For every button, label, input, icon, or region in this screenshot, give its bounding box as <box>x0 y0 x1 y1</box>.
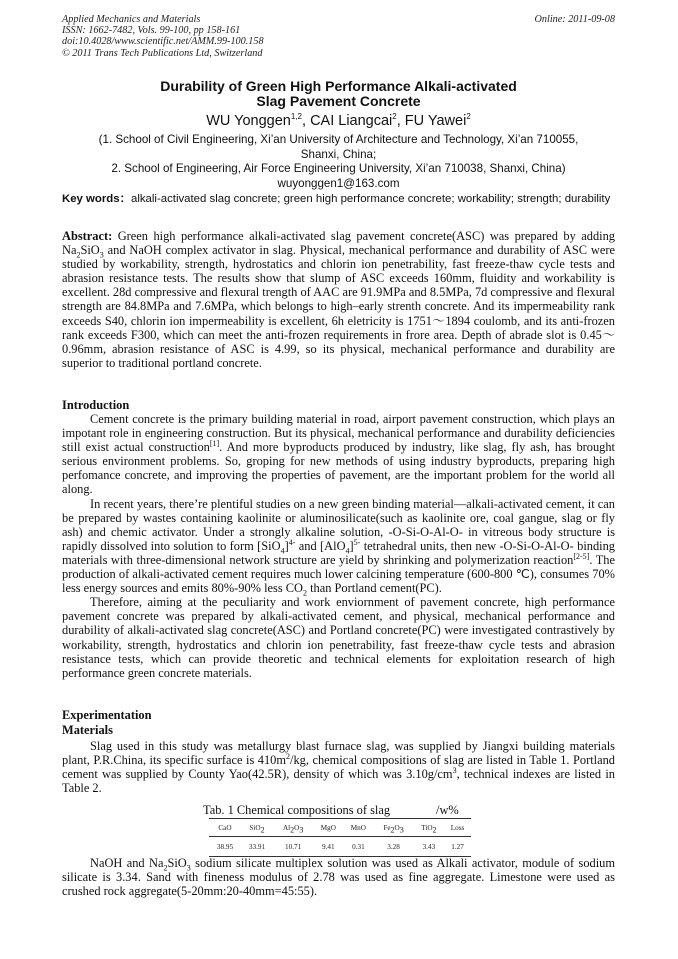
introduction-body <box>62 412 615 680</box>
copyright-line: © 2011 Trans Tech Publications Ltd, Switzerland <box>62 47 263 59</box>
table-caption-text: Tab. 1 Chemical compositions of slag <box>203 803 391 817</box>
table-header-cell: TiO$_2$ <box>421 823 437 834</box>
table-header-cell: SiO$_2$ <box>249 823 265 834</box>
author-list <box>62 113 615 130</box>
paragraph-text: sodium silicate multiplex solution was used as Alkali activator, module of sodium silicate is 3.34. Sand with fineness modulus of 2.78 was used as fine aggregate. Limestone were used as crushed rock aggregate(5-20mm:20-40mm=45:55). <box>62 856 615 899</box>
table-cell: 10.71 <box>285 842 302 851</box>
subscript: 2 <box>163 863 168 873</box>
paragraph-text: , technical indexes are listed in Table 2. <box>62 767 615 796</box>
author-3-affil: 2 <box>466 112 471 122</box>
superscript: 4- <box>288 537 296 547</box>
superscript: 3 <box>452 766 457 776</box>
abstract-label: Abstract: <box>62 229 113 243</box>
paragraph-text: In recent years, there’re plentiful studies on a new green binding material—alkali-activated cement, it can be prepared by wastes containing kaolinite or aluminosilicate(such as kaolinite ore, coal gangue, slag or fly ash) and chemic activator. Under a strongly alkaline solution, -O-Si-O-Al-O- in vitreous body structure is rapidly dissolved into solution to form [SiO <box>62 496 615 553</box>
paragraph-text: tetrahedral units, then new -O-Si-O-Al-O- binding materials with three-dimensional network structure are yield by shrinking and polymerization reaction <box>62 538 615 567</box>
table-cell: 0.31 <box>352 842 365 851</box>
experimentation-heading: Experimentation <box>62 708 152 722</box>
paragraph-text: Slag used in this study was metallurgy blast furnace slag, was supplied by Jiangxi building materials plant, P.R.China, its specific surface is 410m <box>62 739 615 768</box>
abstract <box>62 229 615 370</box>
online-date: Online: 2011-09-08 <box>534 14 615 25</box>
materials-paragraph <box>62 739 615 795</box>
citation: [2-5] <box>573 551 590 561</box>
affiliation-line-1: (1. School of Civil Engineering, Xi’an University of Architecture and Technology, Xi’an 710055, <box>98 133 579 146</box>
table-header-cell: $Al_2O_3$ <box>282 823 304 834</box>
abstract-paragraph <box>62 229 615 370</box>
paper-title <box>62 79 615 109</box>
title-line-2: Slag Pavement Concrete <box>256 93 421 109</box>
table-header-cell: MnO <box>350 823 366 832</box>
keywords <box>62 192 615 206</box>
subscript: 2 <box>303 588 308 598</box>
paragraph-text: and [AlO <box>295 538 346 553</box>
superscript: 2 <box>286 751 291 761</box>
subscript: 2 <box>76 250 81 260</box>
subscript: 4 <box>345 546 350 556</box>
activator-paragraph <box>62 856 615 898</box>
subscript: 3 <box>99 250 104 260</box>
table-header-cell: CaO <box>218 823 232 832</box>
table-caption <box>203 803 459 817</box>
table-header-cell: Loss <box>450 823 465 832</box>
author-1: WU Yonggen <box>206 113 291 129</box>
title-line-1: Durability of Green High Performance Alkali-activated <box>160 78 517 94</box>
author-3: FU Yawei <box>404 113 467 129</box>
author-email: wuyonggen1@163.com <box>277 176 400 190</box>
materials-body <box>62 739 615 795</box>
table-row <box>209 837 471 857</box>
paragraph-text: than Portland cement(PC). <box>307 581 442 596</box>
superscript: 5- <box>353 537 361 547</box>
abstract-text: and NaOH complex activator in slag. Physical, mechanical performance and durability of ASC were studied by workability, strength, hydrostatics and chlorin ion penetrability, fast freeze-thaw cycle tests and abrasion resistance tests. The results show that slump of ASC exceeds 160mm, fluidity and workability is excellent. 28d compressive and flexural trength of AAC are 91.9MPa and 8.5MPa, 7d compressive and flexural strength are 84.8MPa and 7.6MPa, which belongs to high–early strenth concrete. And its impermeability rank exceeds S40, chlorin ion impermeability is excellent, 6h eletricity is 1751～1894 coulomb, and its anti-frozen rank exceeds F300, which can meet the anti-frozen requirements in frore area. Depth of abrade slot is 0.45～0.96mm, abrasion resistance of ASC is 4.99, so its physical, mechanical performance and durability are superior to traditional portland concrete. <box>62 243 615 370</box>
table-cell: 3.28 <box>387 842 400 851</box>
abstract-text: Green high performance alkali-activated slag pavement concrete(ASC) was prepared by adding Na <box>62 229 615 258</box>
subscript: 3 <box>186 863 191 873</box>
table-cell: 38.95 <box>216 842 234 851</box>
author-separator: , <box>302 113 311 129</box>
paragraph-text: SiO <box>167 856 187 870</box>
table-header-row <box>209 819 471 837</box>
introduction-heading: Introduction <box>62 398 130 412</box>
author-separator: , <box>396 113 405 129</box>
paragraph-text: /kg, chemical compositions of slag are listed in Table 1. Portland cement was supplied by County Yao(42.5R), density of which was 3.10g/cm <box>62 753 615 782</box>
intro-paragraph-3: Therefore, aiming at the peculiarity and work enviornment of pavement concrete, high performance pavement concrete was prepared by alkali-activated cement, and physical, mechanical performance and durability of alkali-activated slag concrete(ASC) and Portland concrete(PC) were investigated contrastively by workability, strength, hydrostatics and chlorin ion penetrability, fast freeze-thaw cycle tests and abrasion resistance tests, which can provide theoretic and technical elements for exploitation research of high performance green concrete materials. <box>62 595 615 680</box>
paragraph-text: ] <box>349 538 354 553</box>
intro-paragraph-2 <box>62 497 615 596</box>
table-cell: 1.27 <box>451 842 464 851</box>
keywords-text: alkali-activated slag concrete; green high performance concrete; workability; strength; durability <box>131 193 611 205</box>
table-cell: 9.41 <box>322 842 335 851</box>
intro-paragraph-1 <box>62 412 615 497</box>
paragraph-text: . The production of alkali-activated cement requires much lower calcining temperature (600-800 ℃), consumes 70% less energy sources and emits 80%-90% less CO <box>62 552 615 596</box>
table-unit: /w% <box>436 803 459 817</box>
journal-name: Applied Mechanics and Materials <box>62 14 201 25</box>
paragraph-text: ] <box>284 538 289 553</box>
paragraph-text: NaOH and Na <box>90 856 164 870</box>
doi-line: doi:10.4028/www.scientific.net/AMM.99-100.158 <box>62 36 264 48</box>
table-header-cell: $Fe_2O_3$ <box>383 823 404 834</box>
paragraph <box>62 856 615 898</box>
affiliations <box>62 133 615 191</box>
author-2: CAI Liangcai <box>310 113 393 129</box>
author-2-affil: 2 <box>392 112 397 122</box>
issn-line: ISSN: 1662-7482, Vols. 99-100, pp 158-161 <box>62 25 241 37</box>
affiliation-line-2: Shanxi, China; <box>300 147 377 161</box>
paragraph-text: Cement concrete is the primary building material in road, airport pavement construction, which plays an impotant role in engineering construction. But its physical, mechanical performance and durability deficiencies still exist actual construction <box>62 412 615 455</box>
keywords-label: Key words： <box>62 193 131 205</box>
subscript: 4 <box>280 546 285 556</box>
chemical-composition-table <box>209 818 471 857</box>
table-cell: 3.43 <box>422 842 436 851</box>
citation: [1] <box>209 439 220 449</box>
affiliation-line-3: 2. School of Engineering, Air Force Engineering University, Xi’an 710038, Shanxi, China) <box>111 162 566 176</box>
abstract-text: SiO <box>80 243 100 258</box>
table-header-cell: MgO <box>320 823 336 832</box>
author-1-affil: 1,2 <box>290 112 302 122</box>
paragraph-text: . And more byproducts produced by industry, like slag, fly ash, has brought serious environment problems. So, groping for new methods of using industry byproducts, preparing high perfomance concrete, and improving the properties of pavement, are the important problem for the world all along. <box>62 440 615 497</box>
table-cell: 33.91 <box>248 842 266 851</box>
journal-header <box>62 14 615 59</box>
materials-heading: Materials <box>62 723 113 737</box>
